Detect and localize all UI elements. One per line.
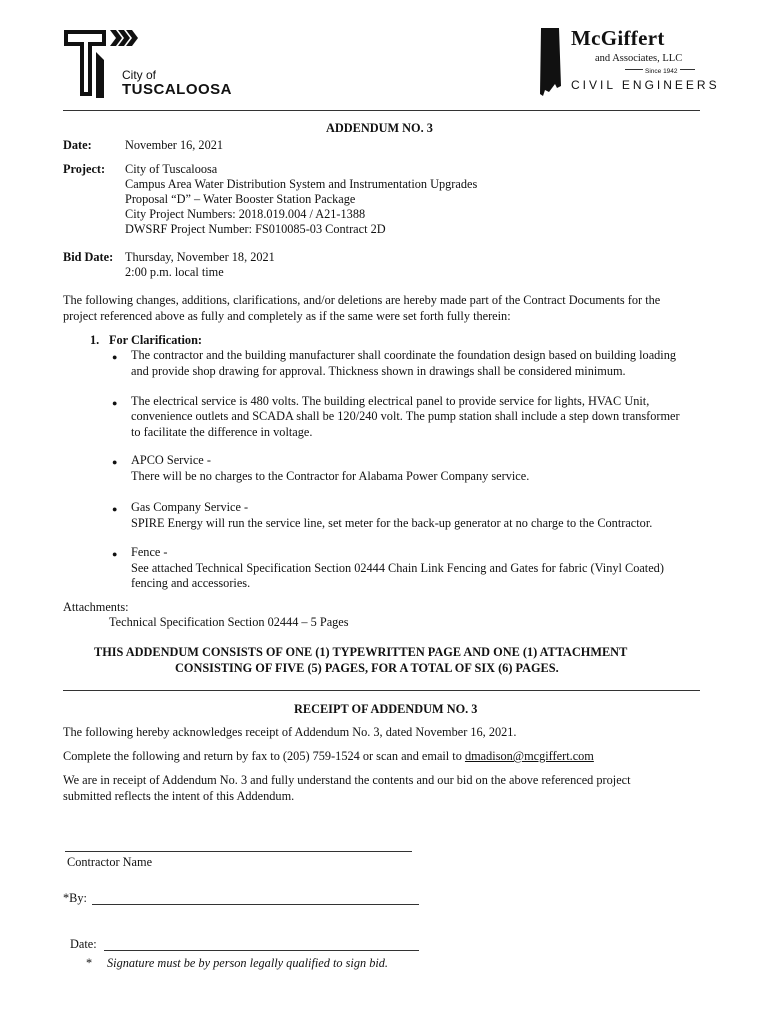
item-line: to facilitate the difference in voltage. bbox=[131, 425, 313, 439]
date-label: Date: bbox=[63, 138, 92, 152]
firm-established: Since 1942 bbox=[643, 64, 680, 79]
project-label: Project: bbox=[63, 162, 106, 176]
footnote-mark: * bbox=[86, 956, 93, 970]
bullet-icon: ● bbox=[112, 549, 118, 559]
firm-logo bbox=[535, 26, 720, 101]
date-value: November 16, 2021 bbox=[125, 138, 224, 152]
attachments-label: Attachments: bbox=[63, 600, 129, 614]
signature-footnote: Signature must be by person legally qualified to sign bid. bbox=[107, 956, 388, 970]
item-line: There will be no charges to the Contractor for Alabama Power Company service. bbox=[131, 469, 530, 483]
date-sign-field[interactable] bbox=[104, 950, 419, 951]
contractor-name-field[interactable] bbox=[65, 851, 412, 852]
bullet-icon: ● bbox=[112, 398, 118, 408]
bid-date-label: Bid Date: bbox=[63, 250, 114, 264]
receipt-return bbox=[63, 749, 594, 764]
summary-line: CONSISTING OF FIVE (5) PAGES, FOR A TOTAL OF SIX (6) PAGES. bbox=[175, 661, 559, 675]
firm-name: McGiffert bbox=[571, 26, 665, 50]
receipt-return-text: Complete the following and return by fax to (205) 759-1524 or scan and email to bbox=[63, 749, 462, 763]
bid-date-line: 2:00 p.m. local time bbox=[125, 265, 224, 279]
header-divider bbox=[63, 110, 700, 111]
firm-subtitle: and Associates, LLC bbox=[595, 53, 683, 64]
receipt-title: RECEIPT OF ADDENDUM NO. 3 bbox=[294, 702, 478, 716]
project-line: City of Tuscaloosa bbox=[125, 162, 218, 176]
alabama-outline-icon bbox=[535, 26, 565, 98]
summary-line: THIS ADDENDUM CONSISTS OF ONE (1) TYPEWRITTEN PAGE AND ONE (1) ATTACHMENT bbox=[94, 645, 628, 659]
contractor-name-label: Contractor Name bbox=[67, 855, 153, 869]
bid-date-line: Thursday, November 18, 2021 bbox=[125, 250, 275, 264]
intro-line: The following changes, additions, clarifications, and/or deletions are hereby made part of the Contract Documents for the bbox=[63, 293, 661, 307]
section-number: 1. bbox=[90, 333, 100, 347]
attachment-item: Technical Specification Section 02444 – 5 Pages bbox=[109, 615, 349, 629]
item-line: convenience outlets and SCADA shall be 120/240 volt. The pump station shall include a step down transformer bbox=[131, 409, 680, 423]
contact-email-link[interactable]: dmadison@mcgiffert.com bbox=[464, 749, 594, 763]
firm-tagline: CIVIL ENGINEERS bbox=[571, 78, 720, 92]
item-line: fencing and accessories. bbox=[131, 576, 251, 590]
item-line: SPIRE Energy will run the service line, set meter for the back-up generator at no charge to the Contractor. bbox=[131, 516, 653, 530]
by-signature-field[interactable] bbox=[92, 904, 419, 905]
date-sign-label: Date: bbox=[70, 937, 97, 951]
project-line: Campus Area Water Distribution System and Instrumentation Upgrades bbox=[125, 177, 478, 191]
receipt-statement-line: We are in receipt of Addendum No. 3 and fully understand the contents and our bid on the above referenced project bbox=[63, 773, 631, 787]
project-line: DWSRF Project Number: FS010085-03 Contract 2D bbox=[125, 222, 386, 236]
item-line: See attached Technical Specification Section 02444 Chain Link Fencing and Gates for fabric (Vinyl Coated) bbox=[131, 561, 664, 575]
bullet-icon: ● bbox=[112, 352, 118, 362]
project-line: Proposal “D” – Water Booster Station Package bbox=[125, 192, 356, 206]
by-label: *By: bbox=[63, 891, 87, 905]
item-line: The electrical service is 480 volts. The building electrical panel to provide service for lights, HVAC Unit, bbox=[131, 394, 650, 408]
intro-line: project referenced above as fully and completely as if the same were set forth fully therein: bbox=[63, 309, 511, 323]
city-logo bbox=[60, 26, 260, 101]
section-heading: For Clarification: bbox=[109, 333, 203, 347]
receipt-divider bbox=[63, 690, 700, 691]
item-line: The contractor and the building manufacturer shall coordinate the foundation design based on building loading bbox=[131, 348, 677, 362]
bullet-icon: ● bbox=[112, 457, 118, 467]
item-line: Gas Company Service - bbox=[131, 500, 249, 514]
item-line: and provide shop drawing for approval. Thickness shown in drawings shall be considered minimum. bbox=[131, 364, 626, 378]
city-logo-line1: City of bbox=[122, 68, 157, 82]
city-logo-line2: TUSCALOOSA bbox=[122, 81, 232, 98]
project-line: City Project Numbers: 2018.019.004 / A21-1388 bbox=[125, 207, 366, 221]
receipt-statement-line: submitted reflects the intent of this Addendum. bbox=[63, 789, 295, 803]
item-line: Fence - bbox=[131, 545, 168, 559]
item-line: APCO Service - bbox=[131, 453, 211, 467]
receipt-ack: The following hereby acknowledges receipt of Addendum No. 3, dated November 16, 2021. bbox=[63, 725, 517, 739]
bullet-icon: ● bbox=[112, 504, 118, 514]
page-title: ADDENDUM NO. 3 bbox=[326, 121, 433, 135]
